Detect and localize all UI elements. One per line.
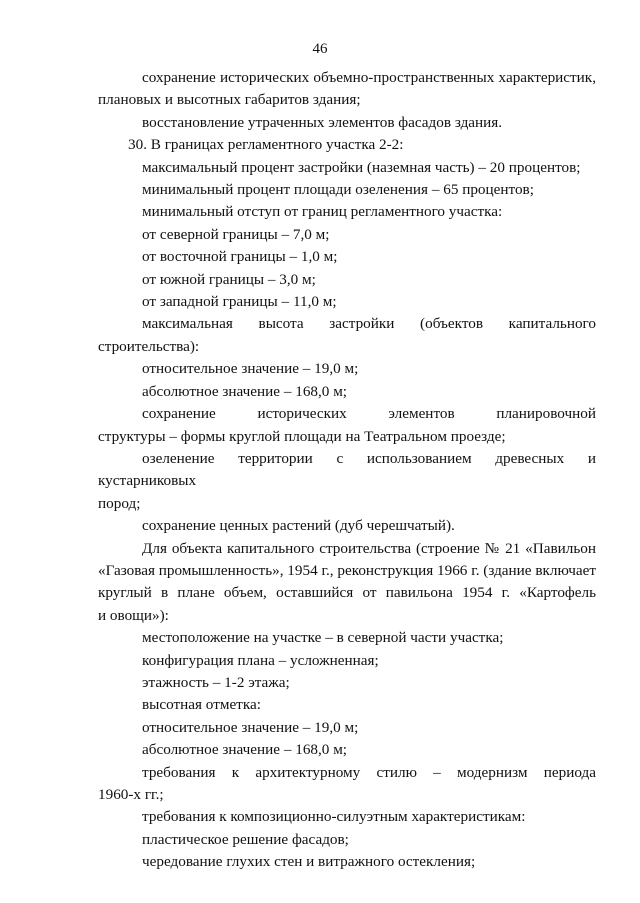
text-line: пластическое решение фасадов; — [142, 830, 349, 848]
text-line: 30. В границах регламентного участка 2-2: — [128, 136, 404, 154]
text-line: плановых и высотных габаритов здания; — [98, 91, 361, 109]
text-line: озеленение территории с использованием древесных и кустарниковых — [98, 449, 596, 490]
text-line: сохранение исторических объемно-пространственных характеристик, — [142, 69, 596, 86]
text-line: конфигурация плана – усложненная; — [142, 651, 379, 669]
text-line: пород; — [98, 494, 141, 512]
document-body — [98, 67, 596, 874]
text-line: от южной границы – 3,0 м; — [142, 270, 316, 288]
text-line: строительства): — [98, 337, 200, 355]
text-line: этажность – 1-2 этажа; — [142, 673, 290, 691]
page-number: 46 — [312, 41, 328, 57]
text-line: от северной границы – 7,0 м; — [142, 225, 330, 243]
text-line: минимальный процент площади озеленения – 65 процентов; — [142, 181, 534, 199]
text-line: сохранение ценных растений (дуб черешчатый). — [142, 517, 455, 535]
text-line: требования к композиционно-силуэтным характеристикам: — [142, 808, 526, 826]
text-line: местоположение на участке – в северной части участка; — [142, 629, 504, 647]
text-line: максимальный процент застройки (наземная часть) – 20 процентов; — [142, 158, 581, 176]
text-line: чередование глухих стен и витражного остекления; — [142, 853, 476, 871]
text-line: максимальная высота застройки (объектов капитального — [142, 315, 596, 333]
text-line: круглый в плане объем, оставшийся от павильона 1954 г. «Картофель — [98, 584, 596, 602]
text-line: структуры – формы круглой площади на Театральном проезде; — [98, 427, 506, 445]
text-line: 1960-х гг.; — [98, 786, 164, 803]
text-line: абсолютное значение – 168,0 м; — [142, 741, 348, 759]
text-line: от восточной границы – 1,0 м; — [142, 248, 338, 266]
text-line: и овощи»): — [98, 606, 169, 624]
text-line: «Газовая промышленность», 1954 г., реконструкция 1966 г. (здание включает — [98, 561, 596, 579]
text-line: сохранение исторических элементов планировочной — [142, 405, 596, 423]
text-line: Для объекта капитального строительства (строение № 21 «Павильон — [142, 539, 596, 557]
text-line: абсолютное значение – 168,0 м; — [142, 382, 348, 400]
text-line: минимальный отступ от границ регламентного участка: — [142, 203, 503, 221]
text-line: относительное значение – 19,0 м; — [142, 718, 359, 736]
text-line: требования к архитектурному стилю – модернизм периода — [142, 763, 596, 781]
text-line: высотная отметка: — [142, 696, 261, 714]
text-line: от западной границы – 11,0 м; — [142, 293, 337, 311]
text-line: восстановление утраченных элементов фасадов здания. — [142, 113, 503, 131]
text-line: относительное значение – 19,0 м; — [142, 360, 359, 378]
